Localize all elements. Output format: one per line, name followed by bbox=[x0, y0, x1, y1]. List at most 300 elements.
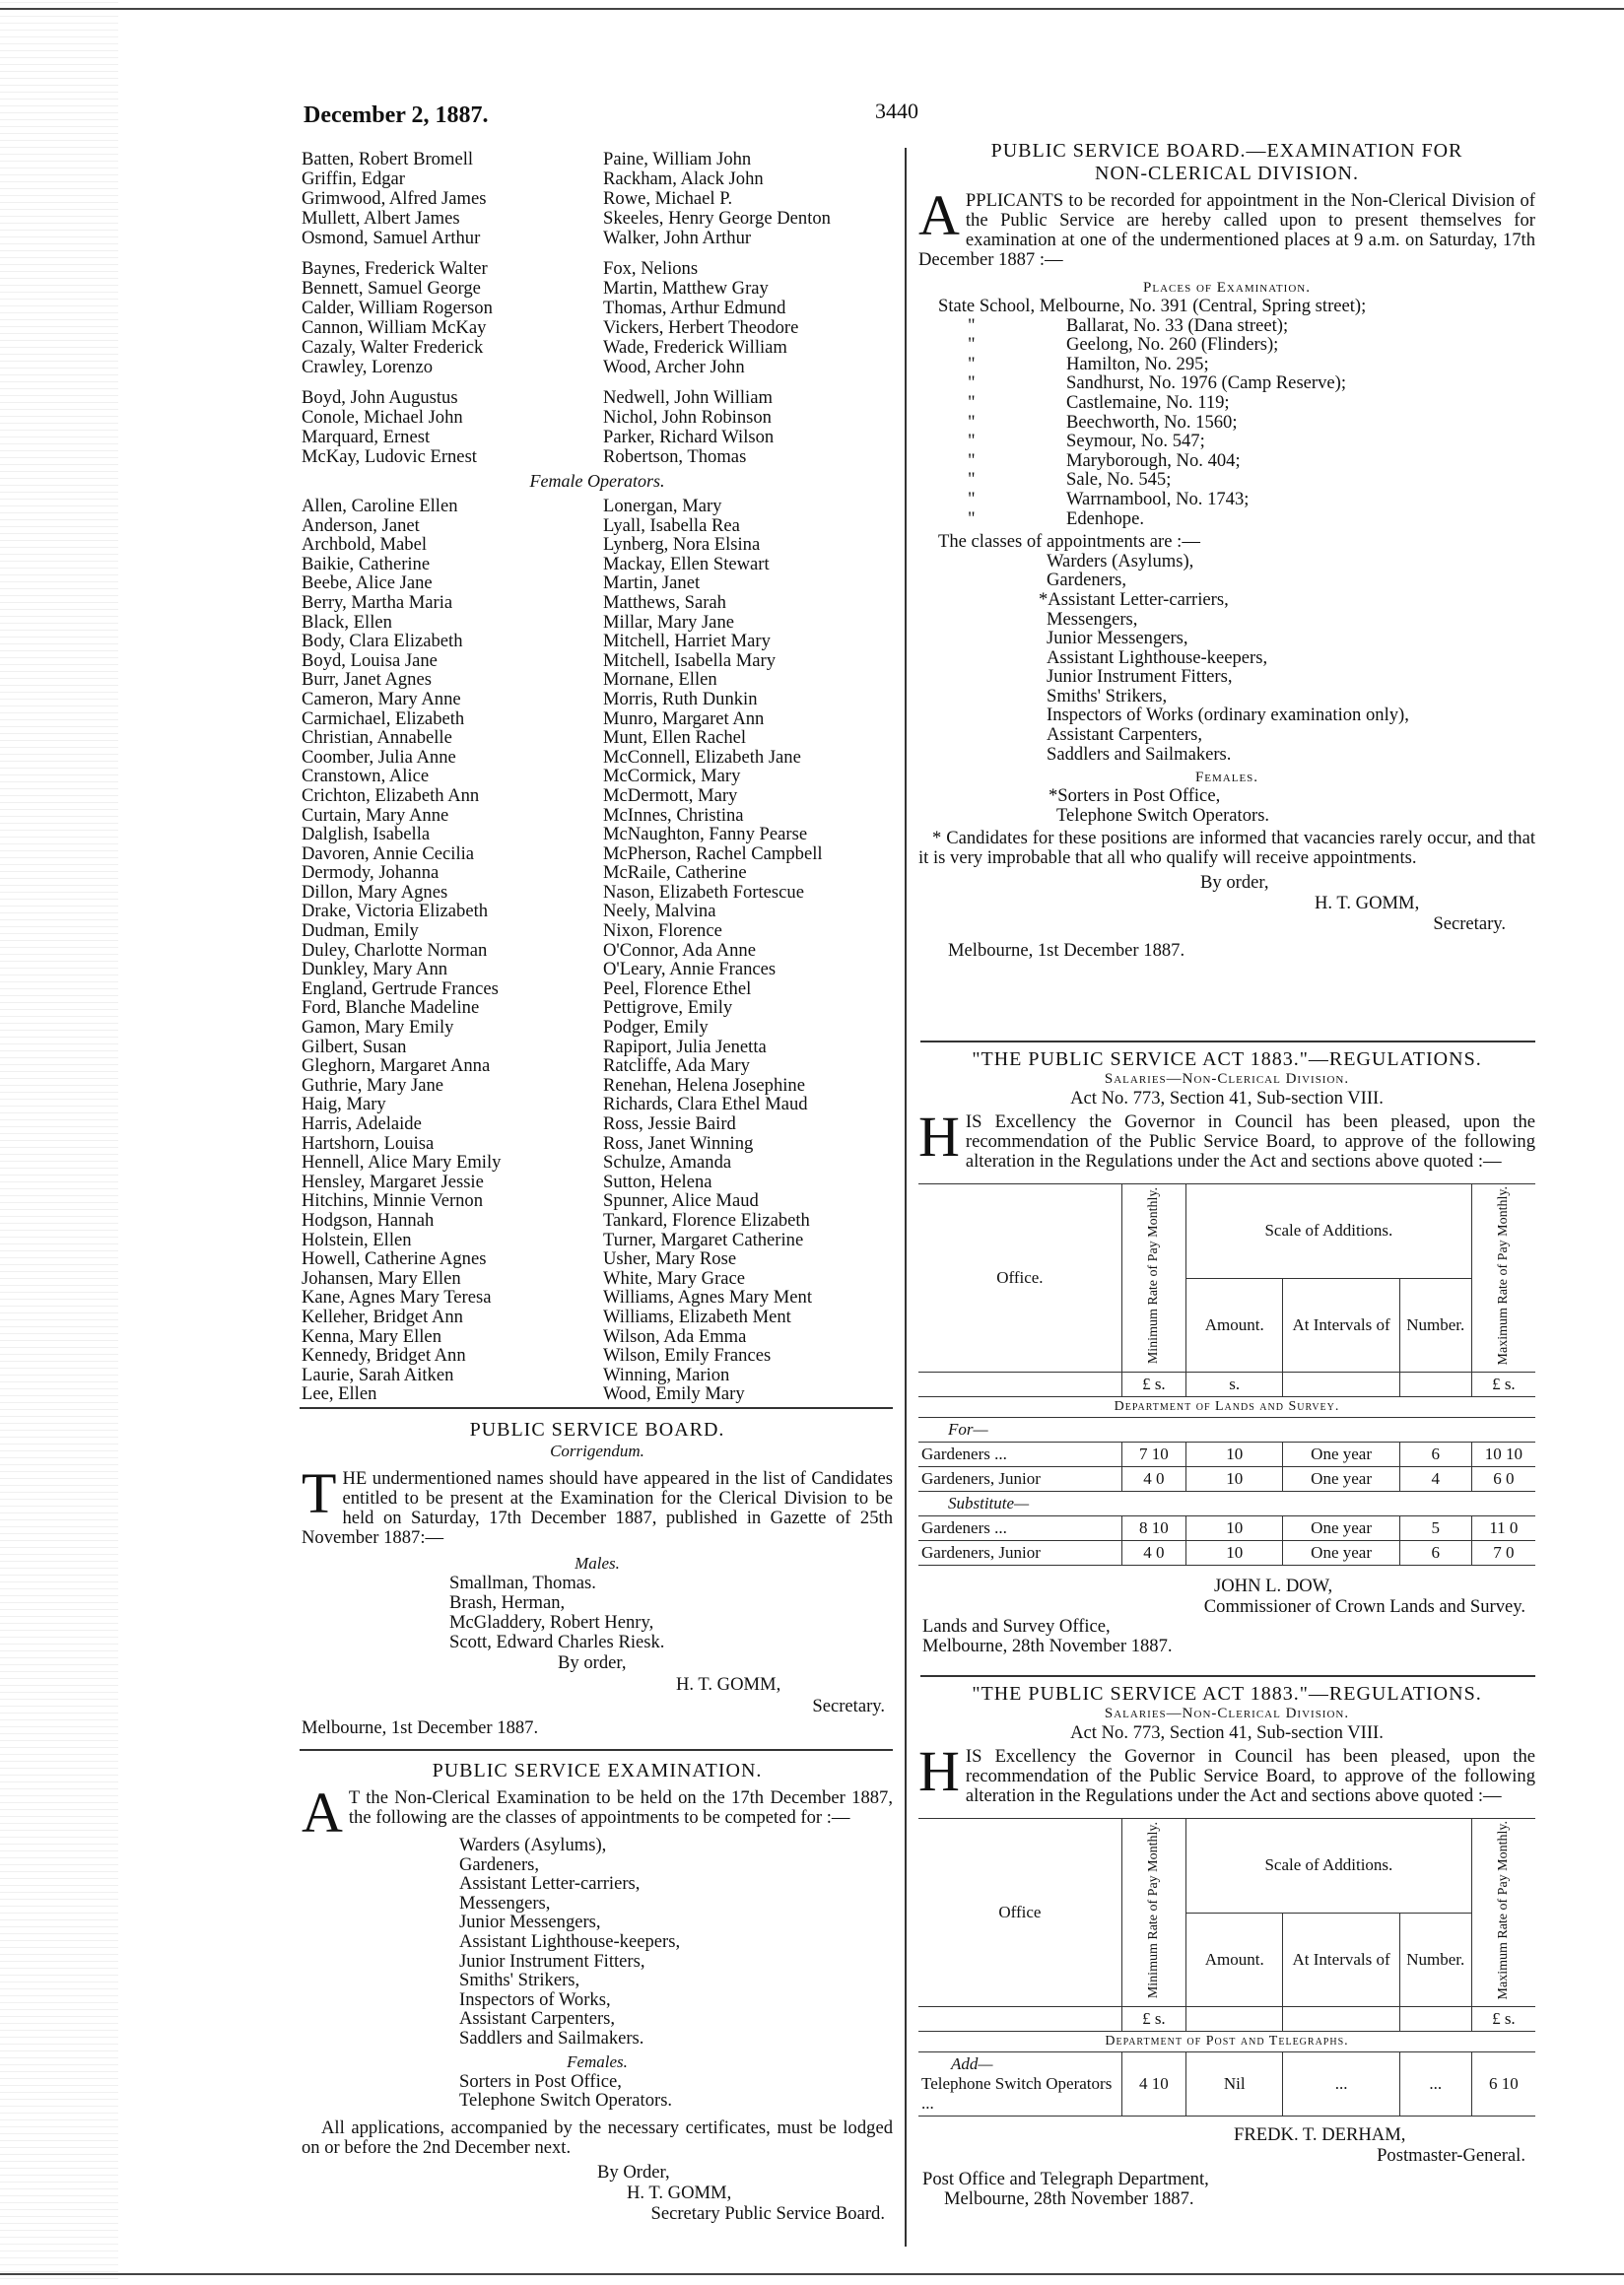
ditto-mark: " bbox=[968, 507, 976, 529]
place-name: Maryborough, No. 404; bbox=[1066, 449, 1241, 471]
list-item: Boyd, John Augustus bbox=[302, 387, 458, 408]
section-label: For— bbox=[918, 1418, 1535, 1443]
list-item: Rackham, Alack John bbox=[603, 168, 764, 189]
list-item: Griffin, Edgar bbox=[302, 168, 405, 189]
section-rule bbox=[920, 1041, 1535, 1042]
list-item: Kenna, Mary Ellen bbox=[302, 1325, 441, 1347]
list-item: McInnes, Christina bbox=[603, 804, 744, 826]
table-cell: Gardeners ... bbox=[918, 1516, 1121, 1541]
list-item: Gilbert, Susan bbox=[302, 1036, 407, 1057]
list-item: Williams, Agnes Mary Ment bbox=[603, 1287, 813, 1309]
issue-date: December 2, 1887. bbox=[304, 102, 489, 128]
regulations-lands bbox=[918, 1048, 1535, 1656]
col-number: Number. bbox=[1399, 1913, 1471, 2007]
table-cell: 4 10 bbox=[1121, 2052, 1185, 2117]
table-cell: 6 10 bbox=[1471, 2052, 1535, 2117]
table-cell: 6 bbox=[1399, 1443, 1471, 1467]
list-item: Ford, Blanche Madeline bbox=[302, 997, 480, 1019]
list-item: Wood, Emily Mary bbox=[603, 1383, 745, 1405]
col-intervals: At Intervals of bbox=[1283, 1913, 1399, 2007]
list-item: Beebe, Alice Jane bbox=[302, 572, 433, 594]
place-row bbox=[918, 509, 1535, 529]
drop-cap: H bbox=[918, 1739, 960, 1803]
list-item: Gamon, Mary Emily bbox=[302, 1017, 454, 1039]
list-item: Baikie, Catherine bbox=[302, 553, 431, 574]
list-item: McCormick, Mary bbox=[603, 766, 741, 787]
notice-title: PUBLIC SERVICE BOARD.—EXAMINATION FOR bbox=[990, 140, 1463, 162]
top-border-rule bbox=[0, 0, 1624, 10]
column-divider bbox=[905, 148, 907, 2247]
list-item: Osmond, Samuel Arthur bbox=[302, 228, 481, 248]
drop-cap: A bbox=[918, 183, 960, 247]
list-item: Harris, Adelaide bbox=[302, 1113, 422, 1134]
list-item: Body, Clara Elizabeth bbox=[302, 631, 463, 652]
table-row bbox=[918, 1516, 1535, 1541]
female-names-left bbox=[302, 497, 597, 1404]
col-amount: Amount. bbox=[1186, 1913, 1283, 2007]
place-row bbox=[918, 373, 1535, 393]
list-item: Junior Messengers, bbox=[1047, 628, 1188, 649]
place-row bbox=[918, 470, 1535, 490]
table-cell: ... bbox=[1399, 2052, 1471, 2117]
list-item: Lyall, Isabella Rea bbox=[603, 514, 740, 536]
col-scale: Scale of Additions. bbox=[1186, 1819, 1472, 1914]
place-name: Ballarat, No. 33 (Dana street); bbox=[1066, 314, 1289, 336]
list-item: Winning, Marion bbox=[603, 1364, 730, 1385]
list-item: Berry, Martha Maria bbox=[302, 591, 453, 613]
list-item: Davoren, Annie Cecilia bbox=[302, 842, 475, 864]
corrigendum-names bbox=[302, 1574, 893, 1652]
col-number: Number. bbox=[1399, 1278, 1471, 1373]
list-item: McNaughton, Fanny Pearse bbox=[603, 824, 808, 845]
list-item: McDermott, Mary bbox=[603, 784, 738, 806]
list-item: Christian, Annabelle bbox=[302, 727, 452, 749]
signatory-role: Commissioner of Crown Lands and Survey. bbox=[1203, 1596, 1525, 1618]
list-item: Turner, Margaret Catherine bbox=[603, 1229, 804, 1250]
notice-title-2: NON-CLERICAL DIVISION. bbox=[1095, 163, 1359, 184]
list-item: Ratcliffe, Ada Mary bbox=[603, 1055, 750, 1077]
list-item: Dunkley, Mary Ann bbox=[302, 959, 448, 980]
list-item: Cameron, Mary Anne bbox=[302, 688, 461, 709]
salary-table bbox=[918, 1818, 1535, 2117]
list-item: Drake, Victoria Elizabeth bbox=[302, 901, 489, 922]
list-item: Smiths' Strikers, bbox=[1047, 685, 1168, 706]
place-name: Beechworth, No. 1560; bbox=[1066, 411, 1238, 433]
list-item: Guthrie, Mary Jane bbox=[302, 1074, 444, 1096]
place-name: Sale, No. 545; bbox=[1066, 469, 1172, 491]
department-heading: Department of Lands and Survey. bbox=[918, 1397, 1535, 1418]
list-item: Telephone Switch Operators. bbox=[1056, 804, 1270, 826]
table-cell: One year bbox=[1283, 1516, 1399, 1541]
col-min: Minimum Rate of Pay Monthly. bbox=[1121, 1819, 1185, 2007]
list-item: Mackay, Ellen Stewart bbox=[603, 553, 770, 574]
list-item: *Assistant Letter-carriers, bbox=[1039, 588, 1229, 610]
list-item: Sorters in Post Office, bbox=[459, 2070, 622, 2092]
list-item: Spunner, Alice Maud bbox=[603, 1190, 759, 1212]
list-item: Assistant Carpenters, bbox=[459, 2008, 616, 2030]
table-row bbox=[918, 1541, 1535, 1566]
list-item: Kelleher, Bridget Ann bbox=[302, 1306, 463, 1327]
list-item: Archbold, Mabel bbox=[302, 534, 428, 556]
list-item: England, Gertrude Frances bbox=[302, 977, 499, 999]
office: Lands and Survey Office, bbox=[922, 1616, 1111, 1638]
section-rule bbox=[300, 1749, 893, 1751]
list-item: Dermody, Johanna bbox=[302, 862, 440, 884]
section-label: Substitute— bbox=[918, 1492, 1535, 1516]
table-cell: 10 bbox=[1186, 1541, 1283, 1566]
list-item: Vickers, Herbert Theodore bbox=[603, 317, 799, 338]
place-row bbox=[918, 393, 1535, 413]
list-item: Crawley, Lorenzo bbox=[302, 357, 434, 377]
list-item: Messengers, bbox=[459, 1892, 551, 1914]
table-cell: 7 10 bbox=[1121, 1443, 1185, 1467]
list-item: Hodgson, Hannah bbox=[302, 1209, 435, 1231]
list-item: Rapiport, Julia Jenetta bbox=[603, 1036, 767, 1057]
table-cell: One year bbox=[1283, 1541, 1399, 1566]
list-item: Lonergan, Mary bbox=[603, 496, 722, 516]
table-cell: Gardeners, Junior bbox=[918, 1467, 1121, 1492]
ditto-mark: " bbox=[968, 488, 976, 509]
regulations-post bbox=[918, 1683, 1535, 2209]
ditto-mark: " bbox=[968, 372, 976, 394]
list-item: Podger, Emily bbox=[603, 1017, 709, 1039]
unit bbox=[1399, 1373, 1471, 1397]
ditto-mark: " bbox=[968, 469, 976, 491]
list-item: Ross, Jessie Baird bbox=[603, 1113, 736, 1134]
by-order: By order, bbox=[558, 1652, 627, 1673]
list-item: Telephone Switch Operators. bbox=[459, 2090, 673, 2112]
list-item: Baynes, Frederick Walter bbox=[302, 258, 488, 279]
list-item: Hitchins, Minnie Vernon bbox=[302, 1190, 484, 1212]
signatory-role: Secretary. bbox=[812, 1696, 885, 1716]
regulations-body: H IS Excellency the Governor in Council has been pleased, upon the recommendation of the Public Service Board, to approve of the following alteration in the Regulations under the Act and sections above quoted :— bbox=[918, 1739, 1535, 1806]
regulations-body: H IS Excellency the Governor in Council has been pleased, upon the recommendation of the Public Service Board, to approve of the following alteration in the Regulations under the Act and sections above quoted :— bbox=[918, 1105, 1535, 1172]
list-item: Skeeles, Henry George Denton bbox=[603, 208, 831, 229]
signatory: JOHN L. DOW, bbox=[1214, 1576, 1333, 1597]
by-order: By order, bbox=[1200, 872, 1269, 894]
list-item: Inspectors of Works, bbox=[459, 1988, 611, 2010]
list-item: Brash, Herman, bbox=[449, 1592, 566, 1613]
list-item: Holstein, Ellen bbox=[302, 1229, 412, 1250]
list-item: Johansen, Mary Ellen bbox=[302, 1267, 461, 1289]
col-scale: Scale of Additions. bbox=[1186, 1184, 1472, 1279]
table-cell: Gardeners ... bbox=[918, 1443, 1121, 1467]
table-cell: 10 bbox=[1186, 1467, 1283, 1492]
list-item: Morris, Ruth Dunkin bbox=[603, 688, 758, 709]
place-name: Seymour, No. 547; bbox=[1066, 431, 1205, 452]
list-item: Coomber, Julia Anne bbox=[302, 746, 456, 768]
list-item: Saddlers and Sailmakers. bbox=[1047, 743, 1232, 765]
table-cell: 6 0 bbox=[1471, 1467, 1535, 1492]
section-rule bbox=[300, 1407, 893, 1409]
female-classes bbox=[918, 786, 1535, 825]
col-office: Office bbox=[918, 1819, 1121, 2007]
notice-date: Melbourne, 1st December 1887. bbox=[948, 940, 1185, 962]
drop-cap: H bbox=[918, 1105, 960, 1169]
list-item: Junior Messengers, bbox=[459, 1912, 601, 1933]
unit: £ s. bbox=[1121, 1373, 1185, 1397]
list-item: Black, Ellen bbox=[302, 611, 392, 633]
male-names-left bbox=[302, 150, 597, 467]
list-item: Smiths' Strikers, bbox=[459, 1970, 580, 1991]
table-cell: 10 bbox=[1186, 1443, 1283, 1467]
ditto-mark: " bbox=[968, 431, 976, 452]
place-row bbox=[918, 316, 1535, 336]
female-operators-heading: Female Operators. bbox=[529, 471, 665, 491]
list-item: Calder, William Rogerson bbox=[302, 298, 493, 318]
corrigendum-title: PUBLIC SERVICE BOARD. bbox=[469, 1419, 725, 1441]
signatory: H. T. GOMM, bbox=[676, 1674, 781, 1695]
unit: £ s. bbox=[1471, 1373, 1535, 1397]
scanned-page-edge bbox=[0, 0, 118, 2285]
list-item: Kennedy, Bridget Ann bbox=[302, 1345, 466, 1367]
table-row-office: Add— Telephone Switch Operators ... bbox=[918, 2052, 1121, 2117]
regulations-sub1: Salaries—Non-Clerical Division. bbox=[1104, 1071, 1350, 1087]
list-item: Dillon, Mary Agnes bbox=[302, 881, 448, 903]
exam-notice-body: A T the Non-Clerical Examination to be held on the 17th December 1887, the following are the classes of appointments to be competed for :— bbox=[302, 1781, 893, 1845]
notice-body: A PPLICANTS to be recorded for appointment in the Non-Clerical Division of the Public Service are hereby called upon to present themselves for examination at one of the undermentioned places at 9 a.m. on Saturday, 17th December 1887 :— bbox=[918, 183, 1535, 270]
place-name: Sandhurst, No. 1976 (Camp Reserve); bbox=[1066, 372, 1347, 394]
list-item: Lynberg, Nora Elsina bbox=[603, 534, 761, 556]
department-heading: Department of Post and Telegraphs. bbox=[918, 2032, 1535, 2052]
list-item: McKay, Ludovic Ernest bbox=[302, 446, 477, 467]
table-cell: 10 bbox=[1186, 1516, 1283, 1541]
list-item: Millar, Mary Jane bbox=[603, 611, 734, 633]
males-heading: Males. bbox=[575, 1554, 620, 1573]
list-item: Nedwell, John William bbox=[603, 387, 773, 408]
females-heading: Females. bbox=[1194, 770, 1259, 786]
page-number: 3440 bbox=[875, 99, 918, 123]
list-item: Conole, Michael John bbox=[302, 407, 463, 428]
ditto-mark: " bbox=[968, 353, 976, 374]
unit: s. bbox=[1186, 1373, 1283, 1397]
list-item: Schulze, Amanda bbox=[603, 1152, 732, 1174]
list-item: Hartshorn, Louisa bbox=[302, 1132, 435, 1154]
list-item: Carmichael, Elizabeth bbox=[302, 707, 465, 729]
list-item: Kane, Agnes Mary Teresa bbox=[302, 1287, 492, 1309]
regulations-sub1: Salaries—Non-Clerical Division. bbox=[1104, 1706, 1350, 1721]
list-item: McRaile, Catherine bbox=[603, 862, 747, 884]
list-item: Curtain, Mary Anne bbox=[302, 804, 449, 826]
list-item: Assistant Carpenters, bbox=[1047, 724, 1203, 746]
table-cell: 10 10 bbox=[1471, 1443, 1535, 1467]
place-row bbox=[918, 413, 1535, 433]
list-item: Gardeners, bbox=[1047, 570, 1127, 591]
non-clerical-exam-notice bbox=[918, 140, 1535, 961]
place-row bbox=[918, 490, 1535, 509]
unit bbox=[1283, 1373, 1399, 1397]
list-item: Bennett, Samuel George bbox=[302, 278, 481, 299]
ditto-mark: " bbox=[968, 411, 976, 433]
col-amount: Amount. bbox=[1186, 1278, 1283, 1373]
list-item: Assistant Lighthouse-keepers, bbox=[459, 1930, 681, 1952]
list-item: White, Mary Grace bbox=[603, 1267, 746, 1289]
list-item: *Sorters in Post Office, bbox=[1049, 785, 1221, 807]
list-item: Peel, Florence Ethel bbox=[603, 977, 752, 999]
list-item: Crichton, Elizabeth Ann bbox=[302, 784, 480, 806]
list-item: Warders (Asylums), bbox=[1047, 550, 1194, 571]
signatory-role: Postmaster-General. bbox=[1377, 2145, 1525, 2167]
list-item: Martin, Janet bbox=[603, 572, 701, 594]
list-item: Tankard, Florence Elizabeth bbox=[603, 1209, 810, 1231]
list-item: Hennell, Alice Mary Emily bbox=[302, 1152, 502, 1174]
regulations-sub2: Act No. 773, Section 41, Sub-section VIII. bbox=[1070, 1088, 1384, 1109]
signatory: H. T. GOMM, bbox=[1315, 893, 1420, 914]
place-name: Hamilton, No. 295; bbox=[1066, 353, 1209, 374]
list-item: Gardeners, bbox=[459, 1853, 540, 1875]
place-row bbox=[918, 335, 1535, 355]
female-classes bbox=[302, 2072, 893, 2111]
female-names-right bbox=[603, 497, 899, 1404]
notice-date: Melbourne, 1st December 1887. bbox=[302, 1717, 539, 1738]
list-item: Dalglish, Isabella bbox=[302, 824, 431, 845]
list-item: Mitchell, Isabella Mary bbox=[603, 649, 777, 671]
male-names-right bbox=[603, 150, 899, 467]
list-item: Junior Instrument Fitters, bbox=[1047, 666, 1233, 688]
bottom-border-rule bbox=[0, 2273, 1624, 2285]
classes-list bbox=[918, 552, 1535, 765]
list-item: Wilson, Emily Frances bbox=[603, 1345, 772, 1367]
list-item: McPherson, Rachel Campbell bbox=[603, 842, 823, 864]
unit bbox=[1399, 2007, 1471, 2032]
list-item: Martin, Matthew Gray bbox=[603, 278, 769, 299]
unit bbox=[1283, 2007, 1399, 2032]
salary-table bbox=[918, 1183, 1535, 1566]
list-item: Gleghorn, Margaret Anna bbox=[302, 1055, 491, 1077]
list-item: Renehan, Helena Josephine bbox=[603, 1074, 805, 1096]
list-item: Haig, Mary bbox=[302, 1094, 386, 1115]
exam-notice bbox=[302, 1760, 893, 2224]
list-item: Boyd, Louisa Jane bbox=[302, 649, 438, 671]
list-item: Lee, Ellen bbox=[302, 1383, 377, 1405]
places-list bbox=[918, 316, 1535, 529]
regulations-title: "THE PUBLIC SERVICE ACT 1883."—REGULATIONS. bbox=[972, 1683, 1482, 1705]
col-min: Minimum Rate of Pay Monthly. bbox=[1121, 1184, 1185, 1373]
list-item: Wilson, Ada Emma bbox=[603, 1325, 747, 1347]
list-item: Allen, Caroline Ellen bbox=[302, 496, 458, 516]
list-item: Sutton, Helena bbox=[603, 1171, 712, 1192]
list-item: Walker, John Arthur bbox=[603, 228, 752, 248]
unit: £ s. bbox=[1471, 2007, 1535, 2032]
col-max: Maximum Rate of Pay Monthly. bbox=[1471, 1184, 1535, 1373]
list-item: Inspectors of Works (ordinary examination only), bbox=[1047, 705, 1409, 726]
classes-intro: The classes of appointments are :— bbox=[938, 531, 1200, 553]
drop-cap: T bbox=[302, 1461, 337, 1525]
list-item: Marquard, Ernest bbox=[302, 427, 431, 447]
list-item: Mitchell, Harriet Mary bbox=[603, 631, 771, 652]
list-item: Dudman, Emily bbox=[302, 920, 419, 942]
list-item: Cranstown, Alice bbox=[302, 766, 430, 787]
list-item: Thomas, Arthur Edmund bbox=[603, 298, 786, 318]
list-item: Richards, Clara Ethel Maud bbox=[603, 1094, 808, 1115]
place-row bbox=[918, 451, 1535, 471]
list-item: Nichol, John Robinson bbox=[603, 407, 772, 428]
signatory-role: Secretary Public Service Board. bbox=[650, 2202, 885, 2224]
notice-date: Melbourne, 28th November 1887. bbox=[922, 1636, 1173, 1657]
place-name: Geelong, No. 260 (Flinders); bbox=[1066, 334, 1279, 356]
col-intervals: At Intervals of bbox=[1283, 1278, 1399, 1373]
females-heading: Females. bbox=[567, 2051, 628, 2071]
list-item: Rowe, Michael P. bbox=[603, 188, 733, 209]
list-item: Williams, Elizabeth Ment bbox=[603, 1306, 791, 1327]
list-item: Usher, Mary Rose bbox=[603, 1248, 737, 1270]
place-row bbox=[918, 432, 1535, 451]
applications-note: All applications, accompanied by the necessary certificates, must be lodged on or before the 2nd December next. bbox=[302, 2117, 893, 2158]
list-item: Anderson, Janet bbox=[302, 514, 420, 536]
list-item: Neely, Malvina bbox=[603, 901, 716, 922]
section-rule bbox=[920, 1675, 1535, 1677]
list-item: Cazaly, Walter Frederick bbox=[302, 337, 484, 358]
ditto-mark: " bbox=[968, 334, 976, 356]
list-item: Assistant Lighthouse-keepers, bbox=[1047, 646, 1268, 668]
unit bbox=[1186, 2007, 1283, 2032]
unit: £ s. bbox=[1121, 2007, 1185, 2032]
list-item: Nixon, Florence bbox=[603, 920, 722, 942]
table-row bbox=[918, 1467, 1535, 1492]
regulations-title: "THE PUBLIC SERVICE ACT 1883."—REGULATIONS. bbox=[972, 1048, 1482, 1070]
list-item: Nason, Elizabeth Fortescue bbox=[603, 881, 804, 903]
signatory: FREDK. T. DERHAM, bbox=[1234, 2124, 1406, 2146]
list-item: Hensley, Margaret Jessie bbox=[302, 1171, 484, 1192]
list-item: McConnell, Elizabeth Jane bbox=[603, 746, 801, 768]
corrigendum-body: T HE undermentioned names should have appeared in the list of Candidates entitled to be present at the Examination for the Clerical Division to be held on Saturday, 17th December 1887, published in Gazette of 25th November 1887:— bbox=[302, 1461, 893, 1548]
table-cell: One year bbox=[1283, 1467, 1399, 1492]
list-item: Wade, Frederick William bbox=[603, 337, 787, 358]
place-name: Edenhope. bbox=[1066, 507, 1144, 529]
office: Post Office and Telegraph Department, bbox=[922, 2169, 1209, 2190]
table-cell: One year bbox=[1283, 1443, 1399, 1467]
list-item: Scott, Edward Charles Riesk. bbox=[449, 1632, 665, 1652]
list-item: Junior Instrument Fitters, bbox=[459, 1950, 645, 1972]
places-heading: Places of Examination. bbox=[1143, 280, 1311, 296]
ditto-mark: " bbox=[968, 391, 976, 413]
places-first: State School, Melbourne, No. 391 (Central, Spring street); bbox=[938, 296, 1367, 316]
table-cell: 4 bbox=[1399, 1467, 1471, 1492]
table-cell: ... bbox=[1283, 2052, 1399, 2117]
list-item: Laurie, Sarah Aitken bbox=[302, 1364, 454, 1385]
list-item: Ross, Janet Winning bbox=[603, 1132, 754, 1154]
table-row bbox=[918, 1443, 1535, 1467]
list-item: Matthews, Sarah bbox=[603, 591, 726, 613]
signatory: H. T. GOMM, bbox=[627, 2182, 732, 2203]
list-item: Fox, Nelions bbox=[603, 258, 699, 279]
list-item: Paine, William John bbox=[603, 149, 752, 169]
list-item: O'Connor, Ada Anne bbox=[603, 939, 756, 961]
notice-date: Melbourne, 28th November 1887. bbox=[944, 2188, 1194, 2210]
list-item: Batten, Robert Bromell bbox=[302, 149, 474, 169]
list-item: Mullett, Albert James bbox=[302, 208, 460, 229]
table-cell: 4 0 bbox=[1121, 1541, 1185, 1566]
list-item: Assistant Letter-carriers, bbox=[459, 1873, 641, 1895]
list-item: Parker, Richard Wilson bbox=[603, 427, 775, 447]
table-cell: 4 0 bbox=[1121, 1467, 1185, 1492]
table-cell: 5 bbox=[1399, 1516, 1471, 1541]
corrigendum-subtitle: Corrigendum. bbox=[550, 1442, 644, 1460]
drop-cap: A bbox=[302, 1781, 343, 1845]
list-item: Howell, Catherine Agnes bbox=[302, 1248, 487, 1270]
table-cell: Nil bbox=[1186, 2052, 1283, 2117]
list-item: O'Leary, Annie Frances bbox=[603, 959, 777, 980]
list-item: Duley, Charlotte Norman bbox=[302, 939, 488, 961]
list-item: Robertson, Thomas bbox=[603, 446, 747, 467]
table-cell: 6 bbox=[1399, 1541, 1471, 1566]
table-cell: 7 0 bbox=[1471, 1541, 1535, 1566]
col-office: Office. bbox=[918, 1184, 1121, 1373]
list-item: Cannon, William McKay bbox=[302, 317, 487, 338]
list-item: Warders (Asylums), bbox=[459, 1835, 607, 1855]
footnote: * Candidates for these positions are informed that vacancies rarely occur, and that it is very improbable that all who qualify will receive appointments. bbox=[918, 828, 1535, 869]
list-item: Burr, Janet Agnes bbox=[302, 669, 432, 691]
